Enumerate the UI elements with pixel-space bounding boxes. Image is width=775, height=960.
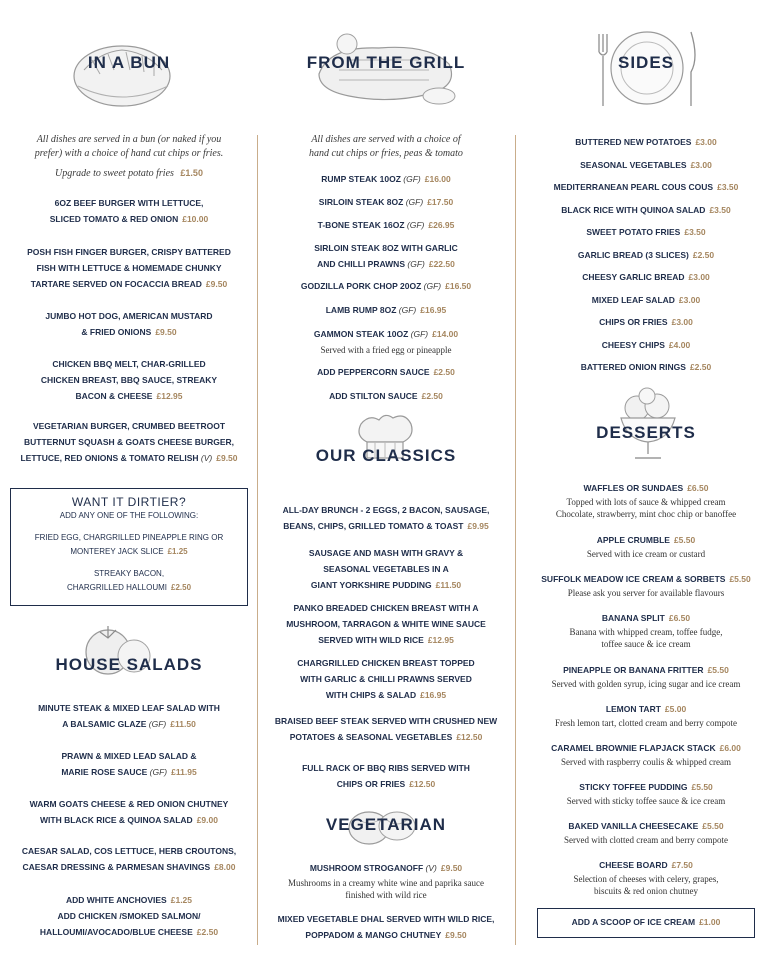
grill-serving-note: All dishes are served with a choice of hand cut chips or fries, peas & tomato [309,134,463,159]
menu-item [4,195,254,227]
item-price: £11.50 [170,719,196,729]
menu-item [517,571,775,587]
item-price: £3.50 [717,182,739,192]
item-line: JUMBO HOT DOG, AMERICAN MUSTARD [45,311,213,321]
item-price: £16.95 [420,305,447,315]
item-price: £7.50 [671,860,693,870]
scoop-text: ADD A SCOOP OF ICE CREAM [571,917,696,927]
item-line: GIANT YORKSHIRE PUDDING [310,580,432,590]
menu-item [521,610,771,626]
item-price: £2.50 [692,250,715,260]
menu-item [263,240,509,272]
menu-item [0,418,258,466]
menu-item [0,843,258,875]
item-line: CAESAR DRESSING & PARMESAN SHAVINGS [22,862,211,872]
item-price: £16.50 [445,281,472,291]
menu-item [4,308,254,340]
add-on-price: £2.50 [196,927,219,937]
dietary-tag: (GF) [406,220,425,230]
section-title-in-a-bun: IN A BUN [87,53,171,72]
item-price: £9.00 [196,815,218,825]
dietary-tag: (GF) [405,197,424,207]
option-price: £1.25 [167,547,188,556]
scoop-price: £1.00 [699,917,721,927]
item-description: Served with ice cream or custard [586,549,706,559]
menu-item [263,364,509,380]
item-price: £12.95 [156,391,183,401]
item-line: T-BONE STEAK 16OZ [317,220,405,230]
menu-item [4,796,254,828]
menu-item [521,740,771,756]
add-on-line: ADD WHITE ANCHOVIES [65,895,167,905]
upgrade-note [8,166,250,181]
item-line: POSH FISH FINGER BURGER, CRISPY BATTERED [27,247,231,257]
column-middle [259,0,513,960]
item-line: ADD PEPPERCORN SAUCE [317,367,430,377]
item-line: SAUSAGE AND MASH WITH GRAVY & [308,548,464,558]
item-price: £9.50 [440,863,463,873]
item-price: £9.50 [445,930,467,940]
section-title-our-classics: OUR CLASSICS [315,446,457,465]
menu-item [521,480,771,496]
item-name: LEMON TART [605,704,661,714]
item-line: CHIPS OR FRIES [336,779,406,789]
item-price: £9.50 [155,327,177,337]
bun-serving-note: All dishes are served in a bun (or naked if you prefer) with a choice of hand cut chips or fries. [34,134,224,159]
ice-cream-scoop-box [537,908,755,938]
description-line: biscuits & red onion chutney [594,886,698,896]
item-price: £4.00 [668,340,691,350]
item-description: Served with sticky toffee sauce & ice cream [566,796,726,806]
dirtier-title: WANT IT DIRTIER? [71,495,187,509]
description-line: Banana with whipped cream, toffee fudge, [569,627,723,637]
item-price: £16.95 [420,690,447,700]
item-description: Please ask you server for available flavours [567,588,725,598]
column-divider-right [515,135,516,945]
item-price: £9.50 [216,453,238,463]
dietary-tag: (V) [200,453,213,463]
menu-item [263,302,509,318]
list-item [517,221,775,244]
item-description [521,496,771,520]
dietary-tag: (GF) [398,305,417,315]
item-price: £3.50 [684,227,706,237]
item-price: £11.95 [171,767,197,777]
item-line: CHICKEN BBQ MELT, CHAR-GRILLED [52,359,206,369]
option-line: STREAKY BACON, [93,569,165,578]
menu-item [263,388,509,404]
item-line: ALL-DAY BRUNCH - 2 EGGS, 2 BACON, SAUSAGE, [282,505,490,515]
item-name: STICKY TOFFEE PUDDING [579,782,688,792]
item-price: £2.50 [433,367,455,377]
description-line: Chocolate, strawberry, mint choc chip or banoffee [555,509,737,519]
item-price: £5.50 [707,665,729,675]
item-line: BACON & CHEESE [75,391,153,401]
item-line: GAMMON STEAK 10OZ [313,329,409,339]
item-line: MIXED VEGETABLE DHAL SERVED WITH WILD RICE, [277,914,495,924]
item-line: GODZILLA PORK CHOP 20OZ [300,281,422,291]
salad-add-ons [4,892,254,940]
item-price: £22.50 [428,259,455,269]
item-price: £3.50 [709,205,731,215]
section-title-desserts: DESSERTS [596,423,696,442]
menu-item [4,748,254,780]
dirtier-option-a [11,531,247,559]
item-price: £3.00 [690,160,712,170]
menu-item [263,600,509,648]
item-price: £16.00 [424,174,451,184]
item-price: £9.50 [205,279,228,289]
menu-item [263,171,509,187]
column-left [0,0,258,960]
dietary-tag: (GF) [423,281,442,291]
section-title-from-the-grill: FROM THE GRILL [306,53,466,72]
list-item [517,176,775,199]
item-name: SEASONAL VEGETABLES [580,160,687,170]
menu-item [259,911,513,943]
item-line: A BALSAMIC GLAZE [62,719,147,729]
add-on-price: £1.25 [170,895,193,905]
menu-item [4,244,254,292]
item-line: MUSHROOM, TARRAGON & WHITE WINE SAUCE [286,619,486,629]
column-right [517,0,775,960]
item-name: CHIPS OR FRIES [599,317,668,327]
menu-item [521,662,771,678]
description-line: Mushrooms in a creamy white wine and paprika sauce [288,878,484,888]
menu-item [521,701,771,717]
section-title-vegetarian: VEGETARIAN [325,815,447,834]
list-item [517,266,775,289]
item-price: £5.50 [702,821,724,831]
item-line: BUTTERNUT SQUASH & GOATS CHEESE BURGER, [24,437,234,447]
menu-item [259,713,513,745]
menu-item [521,818,771,834]
item-description: Served with clotted cream and berry compote [564,835,728,845]
item-line: CHARGRILLED CHICKEN BREAST TOPPED [297,658,475,668]
item-name: BAKED VANILLA CHEESECAKE [568,821,699,831]
item-line: SIRLOIN STEAK 8OZ [318,197,404,207]
item-price: £12.50 [456,732,483,742]
item-description: Served with golden syrup, icing sugar and ice cream [551,679,741,689]
description-line: finished with wild rice [345,890,427,900]
item-description: Fresh lemon tart, clotted cream and berry compote [555,718,737,728]
want-it-dirtier-box [10,488,248,606]
item-price: £26.95 [428,220,455,230]
dietary-tag: (GF) [403,174,421,184]
list-item [517,311,775,334]
item-line: 6OZ BEEF BURGER WITH LETTUCE, [54,198,204,208]
item-price: £3.00 [678,295,701,305]
item-price: £5.00 [664,704,687,714]
item-price: £11.50 [435,580,462,590]
list-item [517,131,775,154]
item-description [521,626,771,650]
item-name: MEDITERRANEAN PEARL COUS COUS [553,182,714,192]
item-price: £6.50 [668,613,691,623]
option-price: £2.50 [171,583,192,592]
item-line: TARTARE SERVED ON FOCACCIA BREAD [30,279,202,289]
item-name: CHEESY GARLIC BREAD [582,272,685,282]
item-price: £2.50 [689,362,712,372]
item-line: WITH GARLIC & CHILLI PRAWNS SERVED [300,674,472,684]
list-item [517,154,775,176]
item-name: SUFFOLK MEADOW ICE CREAM & SORBETS [541,574,726,584]
item-name: APPLE CRUMBLE [596,535,670,545]
sides-list [517,131,775,379]
item-name: BATTERED ONION RINGS [580,362,686,372]
menu-item [521,857,771,873]
item-price: £3.00 [688,272,710,282]
item-price: £6.00 [719,743,741,753]
item-name: WAFFLES OR SUNDAES [583,483,684,493]
option-line: CHARGRILLED HALLOUMI [66,583,167,592]
list-item [517,289,775,311]
item-name: PINEAPPLE OR BANANA FRITTER [563,665,704,675]
item-line: WARM GOATS CHEESE & RED ONION CHUTNEY [29,799,229,809]
dietary-tag: (GF) [149,767,168,777]
item-line: SEASONAL VEGETABLES IN A [323,564,449,574]
item-line: BEANS, CHIPS, GRILLED TOMATO & TOAST [283,521,464,531]
upgrade-price: £1.50 [180,168,203,178]
item-line: WITH BLACK RICE & QUINOA SALAD [40,815,193,825]
option-line: FRIED EGG, CHARGRILLED PINEAPPLE RING OR [34,533,224,542]
item-name: CHEESY CHIPS [601,340,665,350]
item-line: LAMB RUMP 8OZ [325,305,397,315]
item-line: MUSHROOM STROGANOFF [309,863,424,873]
dietary-tag: (GF) [410,329,429,339]
item-price: £17.50 [427,197,454,207]
add-on-line: ADD CHICKEN /SMOKED SALMON/ [57,911,201,921]
description-line: Topped with lots of sauce & whipped cream [566,497,726,507]
item-description: Served with a fried egg or pineapple [320,345,452,355]
list-item [517,356,775,379]
menu-item [263,860,509,876]
item-line: MINUTE STEAK & MIXED LEAF SALAD WITH [38,703,220,713]
item-name: CARAMEL BROWNIE FLAPJACK STACK [551,743,716,753]
add-on-line: HALLOUMI/AVOCADO/BLUE CHEESE [39,927,193,937]
list-item [517,334,775,356]
item-name: GARLIC BREAD (3 SLICES) [577,250,689,260]
menu-item [4,700,254,732]
section-title-sides: SIDES [617,53,675,72]
item-line: POTATOES & SEASONAL VEGETABLES [289,732,453,742]
option-line: MONTEREY JACK SLICE [70,547,164,556]
item-line: POPPADOM & MANGO CHUTNEY [305,930,442,940]
item-price: £3.00 [671,317,693,327]
item-description: Served with raspberry coulis & whipped cream [561,757,731,767]
item-line: PRAWN & MIXED LEAD SALAD & [61,751,197,761]
dirtier-option-b [11,567,247,595]
menu-item [263,194,509,210]
dietary-tag: (GF) [407,259,425,269]
item-line: LETTUCE, RED ONIONS & TOMATO RELISH [20,453,199,463]
item-line: FULL RACK OF BBQ RIBS SERVED WITH [302,763,470,773]
item-name: SWEET POTATO FRIES [586,227,681,237]
item-price: £5.50 [673,535,696,545]
item-price: £14.00 [432,329,459,339]
menu-item [521,532,771,548]
menu-item [263,278,509,294]
list-item [517,244,775,266]
item-line: VEGETARIAN BURGER, CRUMBED BEETROOT [32,421,226,431]
item-line: CAESAR SALAD, COS LETTUCE, HERB CROUTONS, [21,846,237,856]
item-price: £5.50 [691,782,713,792]
item-price: £10.00 [182,214,209,224]
menu-item [521,779,771,795]
item-price: £9.95 [467,521,489,531]
item-price: £12.50 [409,779,436,789]
menu-item [263,545,509,593]
menu-item [263,655,509,703]
item-price: £12.95 [427,635,454,645]
item-name: BANANA SPLIT [601,613,665,623]
menu-item [263,760,509,792]
item-line: SLICED TOMATO & RED ONION [49,214,179,224]
menu-item [263,326,509,342]
item-line: RUMP STEAK 10OZ [321,174,401,184]
item-price: £6.50 [687,483,709,493]
item-line: & FRIED ONIONS [81,327,152,337]
section-title-house-salads: HOUSE SALADS [55,655,203,674]
item-line: PANKO BREADED CHICKEN BREAST WITH A [293,603,479,613]
item-price: £3.00 [695,137,717,147]
description-line: toffee sauce & ice cream [601,639,691,649]
dirtier-subtitle: ADD ANY ONE OF THE FOLLOWING: [59,511,199,520]
scoop-add-on [538,914,754,930]
item-price: £5.50 [729,574,751,584]
menu-item [263,217,509,233]
menu-item [4,356,254,404]
item-line: MARIE ROSE SAUCE [61,767,148,777]
menu-item [259,502,513,534]
item-description [521,873,771,897]
item-line: ADD STILTON SAUCE [329,391,418,401]
item-price: £8.00 [214,862,236,872]
item-line: AND CHILLI PRAWNS [317,259,405,269]
dietary-tag: (GF) [148,719,167,729]
item-name: BUTTERED NEW POTATOES [575,137,692,147]
item-name: MIXED LEAF SALAD [591,295,675,305]
item-line: BRAISED BEEF STEAK SERVED WITH CRUSHED NEW [274,716,498,726]
item-name: CHEESE BOARD [599,860,668,870]
item-line: WITH CHIPS & SALAD [325,690,417,700]
upgrade-text: Upgrade to sweet potato fries [55,168,174,179]
item-price: £2.50 [421,391,443,401]
list-item [517,199,775,221]
item-line: SIRLOIN STEAK 8OZ WITH GARLIC [314,243,458,253]
item-name: BLACK RICE WITH QUINOA SALAD [561,205,706,215]
item-description [263,877,509,901]
item-line: CHICKEN BREAST, BBQ SAUCE, STREAKY [40,375,218,385]
description-line: Selection of cheeses with celery, grapes, [573,874,719,884]
item-line: FISH WITH LETTUCE & HOMEMADE CHUNKY [36,263,222,273]
item-line: SERVED WITH WILD RICE [318,635,424,645]
dietary-tag: (V) [425,863,437,873]
